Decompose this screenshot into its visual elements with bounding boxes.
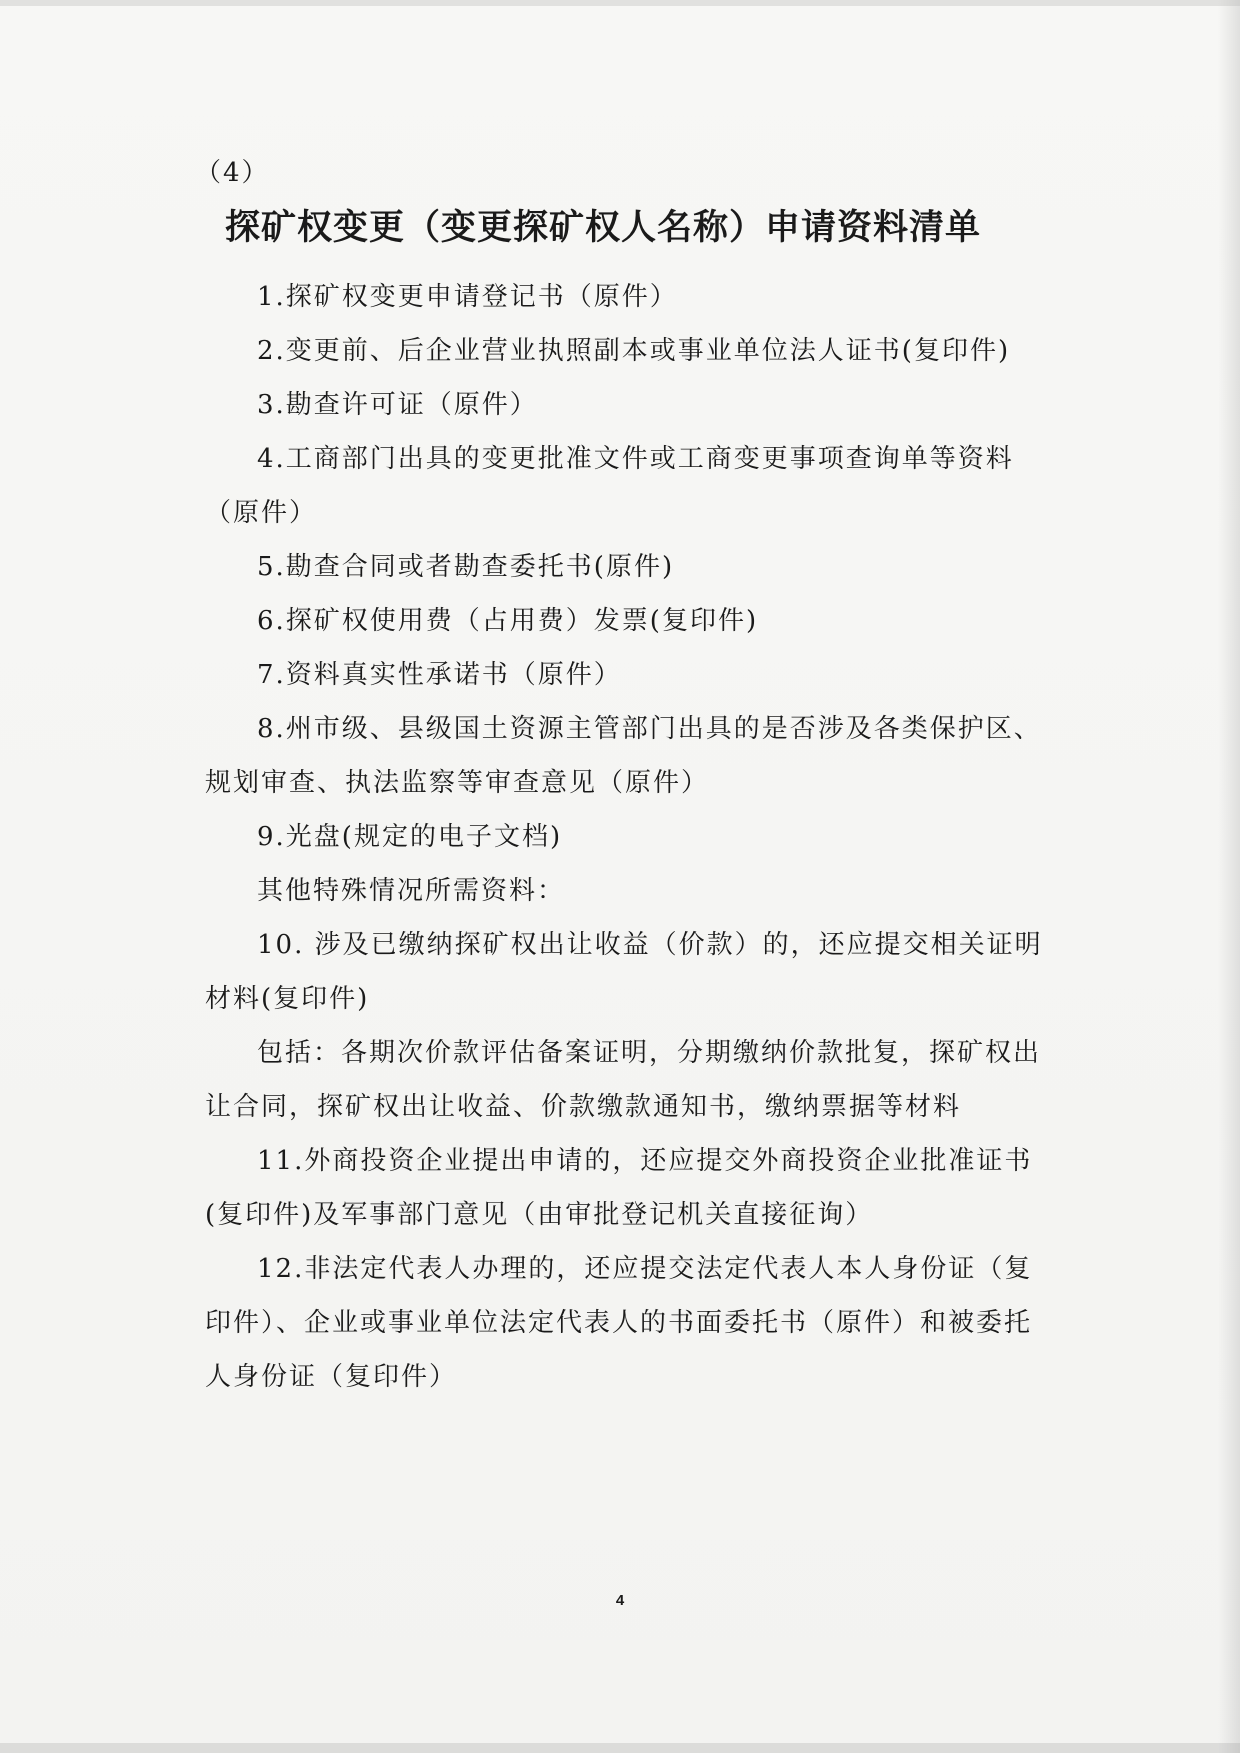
body-line: 印件）、企业或事业单位法定代表人的书面委托书（原件）和被委托	[205, 1308, 1033, 1338]
body-line: 材料(复印件)	[205, 984, 370, 1014]
body-line: 10. 涉及已缴纳探矿权出让收益（价款）的，还应提交相关证明	[257, 930, 1043, 960]
body-line: 包括：各期次价款评估备案证明，分期缴纳价款批复，探矿权出	[257, 1038, 1042, 1068]
scan-shadow-bottom	[0, 1743, 1240, 1753]
body-line: 其他特殊情况所需资料：	[257, 876, 566, 906]
body-line: 让合同，探矿权出让收益、价款缴款通知书，缴纳票据等材料	[205, 1092, 962, 1122]
body-line: 3.勘查许可证（原件）	[257, 390, 538, 420]
body-line: 1.探矿权变更申请登记书（原件）	[257, 282, 678, 312]
body-line: 12.非法定代表人办理的，还应提交法定代表人本人身份证（复	[257, 1254, 1033, 1284]
document-body	[205, 280, 1075, 1414]
document-title: 探矿权变更（变更探矿权人名称）申请资料清单	[225, 207, 982, 248]
body-line: 9.光盘(规定的电子文档)	[257, 822, 563, 852]
page-number: 4	[615, 1592, 625, 1609]
body-line: （原件）	[205, 498, 318, 528]
body-line: 5.勘查合同或者勘查委托书(原件)	[257, 552, 675, 582]
body-line: 7.资料真实性承诺书（原件）	[257, 660, 622, 690]
body-line: 2.变更前、后企业营业执照副本或事业单位法人证书(复印件)	[257, 336, 1011, 366]
body-line: 人身份证（复印件）	[205, 1362, 458, 1392]
scan-shadow-top	[0, 0, 1240, 6]
scan-shadow-right	[1218, 0, 1240, 1753]
body-line: 6.探矿权使用费（占用费）发票(复印件)	[257, 606, 759, 636]
body-line: (复印件)及军事部门意见（由审批登记机关直接征询）	[205, 1200, 874, 1230]
body-line: 规划审查、执法监察等审查意见（原件）	[205, 768, 710, 798]
body-line: 11.外商投资企业提出申请的，还应提交外商投资企业批准证书	[257, 1146, 1033, 1176]
section-label: （4）	[195, 158, 270, 188]
body-line: 8.州市级、县级国土资源主管部门出具的是否涉及各类保护区、	[257, 714, 1042, 744]
body-line: 4.工商部门出具的变更批准文件或工商变更事项查询单等资料	[257, 444, 1014, 474]
